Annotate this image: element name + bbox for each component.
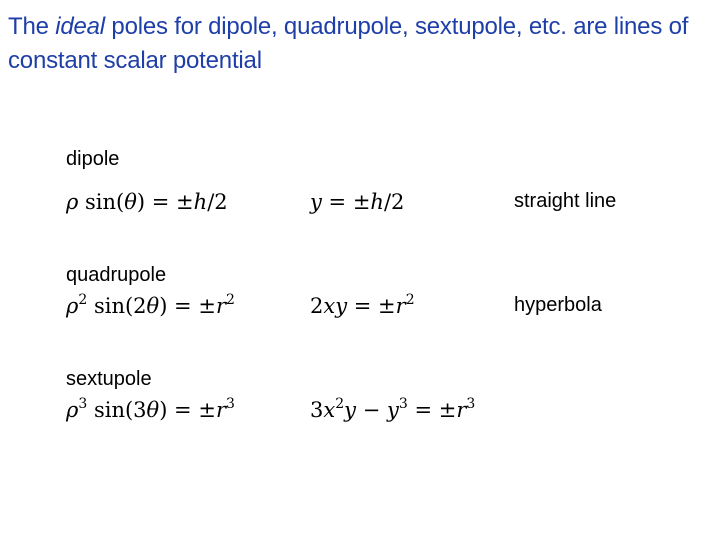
slide-title — [8, 10, 714, 78]
polar-equation-sextupole: $\rho^3$ $\sin(3\theta) = \pm r^3$ — [66, 396, 235, 422]
row-label-dipole: dipole — [66, 148, 120, 170]
row-label-quadrupole: quadrupole — [66, 264, 167, 286]
title-part-2: poles for dipole, quadrupole, sextupole, etc. are lines of constant scalar potential — [8, 13, 689, 74]
title-emphasis: ideal — [55, 13, 105, 40]
shape-label-quadrupole: hyperbola — [514, 294, 602, 316]
polar-equation-dipole: ρ sin(θ) = ±h/2 — [66, 190, 228, 214]
row-label-sextupole: sextupole — [66, 368, 152, 390]
cartesian-equation-dipole: y = ±h/2 — [310, 190, 405, 214]
cartesian-equation-quadrupole: $2xy = \pm r^2$ — [310, 292, 415, 318]
shape-label-dipole: straight line — [514, 190, 617, 212]
title-part-1: The — [8, 13, 56, 40]
cartesian-equation-sextupole: $3x^2y - y^3 = \pm r^3$ — [310, 396, 476, 422]
polar-equation-quadrupole: $\rho^2$ $\sin(2\theta) = \pm r^2$ — [66, 292, 235, 318]
